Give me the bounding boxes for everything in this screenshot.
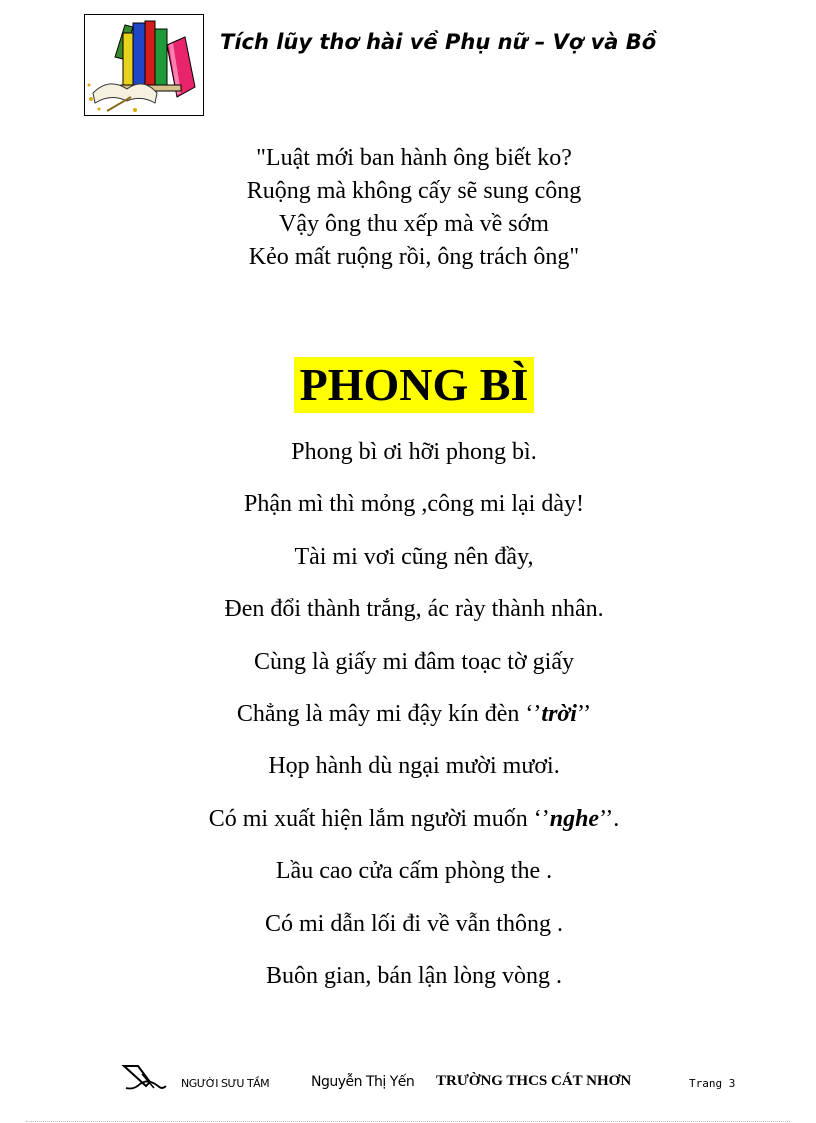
collector-label: NGƯỜI SƯU TẦM — [181, 1077, 270, 1090]
document-header-title: Tích lũy thơ hài về Phụ nữ – Vợ và Bồ — [220, 30, 657, 54]
poem-line — [0, 797, 816, 849]
poem-line: Tài mi vơi cũng nên đầy, — [294, 543, 534, 570]
emphasized-word: trời — [541, 700, 577, 727]
poem-body — [0, 430, 816, 1006]
pen-writing-icon — [120, 1060, 168, 1092]
collector-name: Nguyễn Thị Yến — [311, 1074, 415, 1090]
emphasized-word: nghe — [549, 805, 600, 832]
opening-quote — [0, 142, 816, 274]
poem-line: Có mi dẫn lối đi về vẫn thông . — [265, 910, 563, 937]
poem-line: Lầu cao cửa cấm phòng the . — [275, 858, 553, 885]
quote-line: "Luật mới ban hành ông biết ko? — [256, 145, 572, 171]
poem-line: Họp hành dù ngại mười mươi. — [268, 753, 560, 780]
poem-line — [0, 692, 816, 744]
poem-line: Phong bì ơi hỡi phong bì. — [291, 439, 537, 465]
poem-line-text: Chẳng là mây mi đậy kín đèn ‘’ — [236, 700, 542, 727]
page-number: Trang 3 — [689, 1077, 736, 1090]
poem-line: Phận mì thì mỏng ,công mi lại dày! — [244, 491, 584, 518]
poem-line: Buôn gian, bán lận lòng vòng . — [266, 962, 562, 989]
quote-line: Kẻo mất ruộng rồi, ông trách ông" — [248, 244, 580, 270]
school-name: TRƯỜNG THCS CÁT NHƠN — [436, 1073, 632, 1089]
poem-line: Cùng là giấy mi đâm toạc tờ giấy — [254, 648, 574, 675]
books-logo-icon — [85, 15, 203, 115]
poem-line-text: Có mi xuất hiện lắm người muốn ‘’ — [208, 805, 550, 832]
poem-title: PHONG BÌ — [294, 357, 534, 413]
poem-line-text: ’’ — [576, 700, 592, 727]
poem-line-text: ’’. — [599, 805, 620, 832]
quote-line: Ruộng mà không cấy sẽ sung công — [246, 178, 582, 204]
books-logo — [84, 14, 204, 116]
page-footer — [0, 1060, 816, 1100]
poem-line: Đen đổi thành trắng, ác rày thành nhân. — [224, 596, 604, 623]
bottom-dotted-divider — [26, 1121, 790, 1122]
quote-line: Vậy ông thu xếp mà về sớm — [279, 211, 549, 237]
